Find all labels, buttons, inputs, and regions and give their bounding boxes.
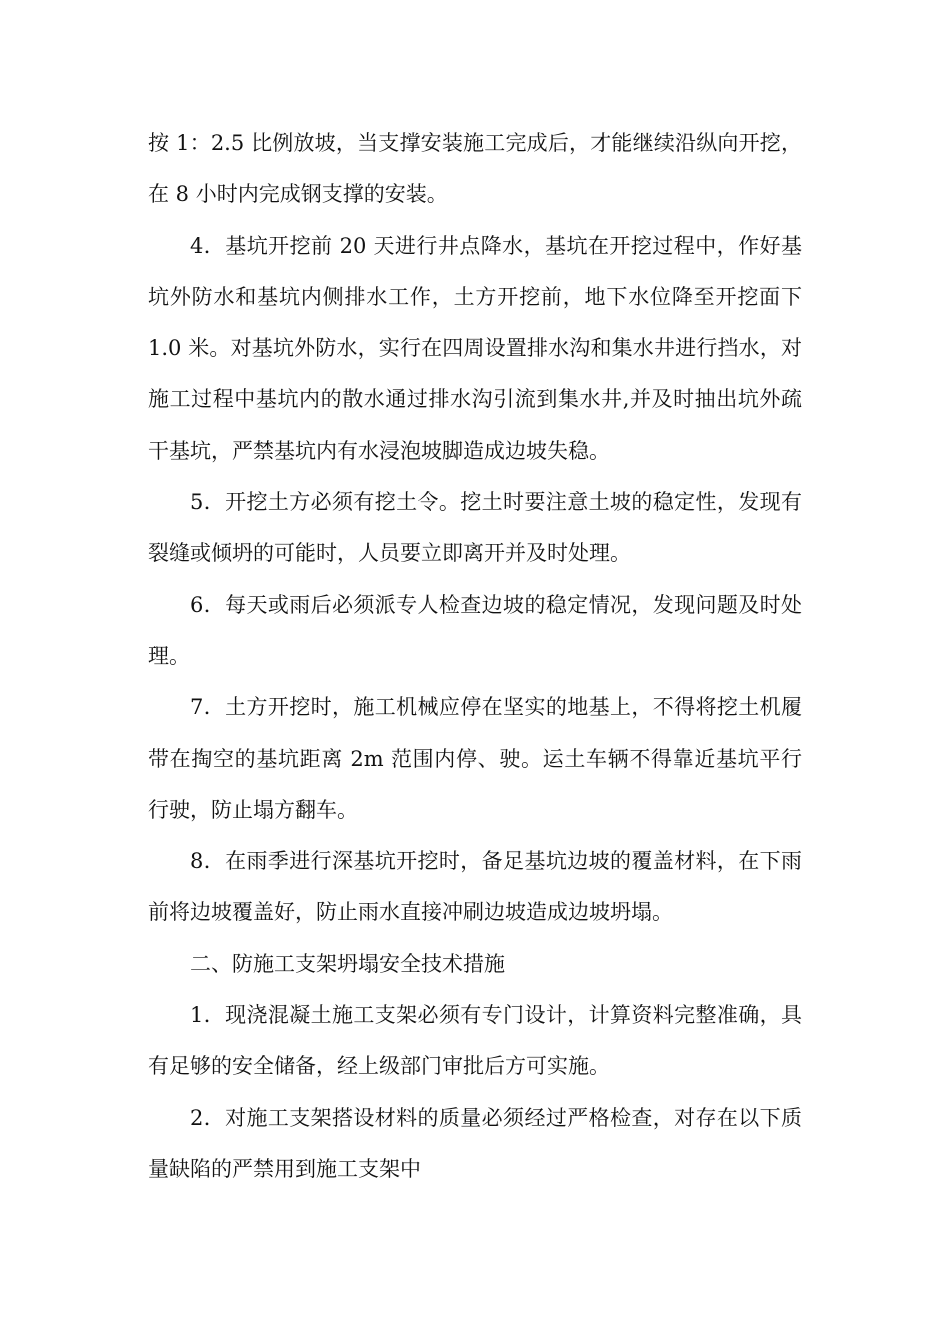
section-heading: 二、防施工支架坍塌安全技术措施: [190, 951, 505, 976]
document-body: [148, 118, 802, 1195]
paragraph-item-2: 2．对施工支架搭设材料的质量必须经过严格检查，对存在以下质量缺陷的严禁用到施工支架中: [148, 1105, 802, 1181]
paragraph-item-8: 8．在雨季进行深基坑开挖时，备足基坑边坡的覆盖材料，在下雨前将边坡覆盖好，防止雨水直接冲刷边坡造成边坡坍塌。: [148, 849, 802, 925]
paragraph-continuation: 按 1：2.5 比例放坡，当支撑安装施工完成后，才能继续沿纵向开挖，在 8 小时内完成钢支撑的安装。: [148, 131, 802, 207]
paragraph-item-4: 4．基坑开挖前 20 天进行井点降水，基坑在开挖过程中，作好基坑外防水和基坑内侧排水工作，土方开挖前，地下水位降至开挖面下 1.0 米。对基坑外防水，实行在四周设置排水沟和集水井进行挡水，对施工过程中基坑内的散水通过排水沟引流到集水井,并及时抽出坑外疏干基坑，严禁基坑内有水浸泡坡脚造成边坡失稳。: [148, 233, 802, 463]
paragraph-item-5: 5．开挖土方必须有挖土令。挖土时要注意土坡的稳定性，发现有裂缝或倾坍的可能时，人员要立即离开并及时处理。: [148, 490, 802, 566]
paragraph-item-6: 6．每天或雨后必须派专人检查边坡的稳定情况，发现问题及时处理。: [148, 592, 802, 668]
paragraph-item-7: 7．土方开挖时，施工机械应停在坚实的地基上，不得将挖土机履带在掏空的基坑距离 2m 范围内停、驶。运土车辆不得靠近基坑平行行驶，防止塌方翻车。: [148, 695, 802, 822]
paragraph-item-1: 1．现浇混凝土施工支架必须有专门设计，计算资料完整准确，具有足够的安全储备，经上级部门审批后方可实施。: [148, 1003, 802, 1079]
